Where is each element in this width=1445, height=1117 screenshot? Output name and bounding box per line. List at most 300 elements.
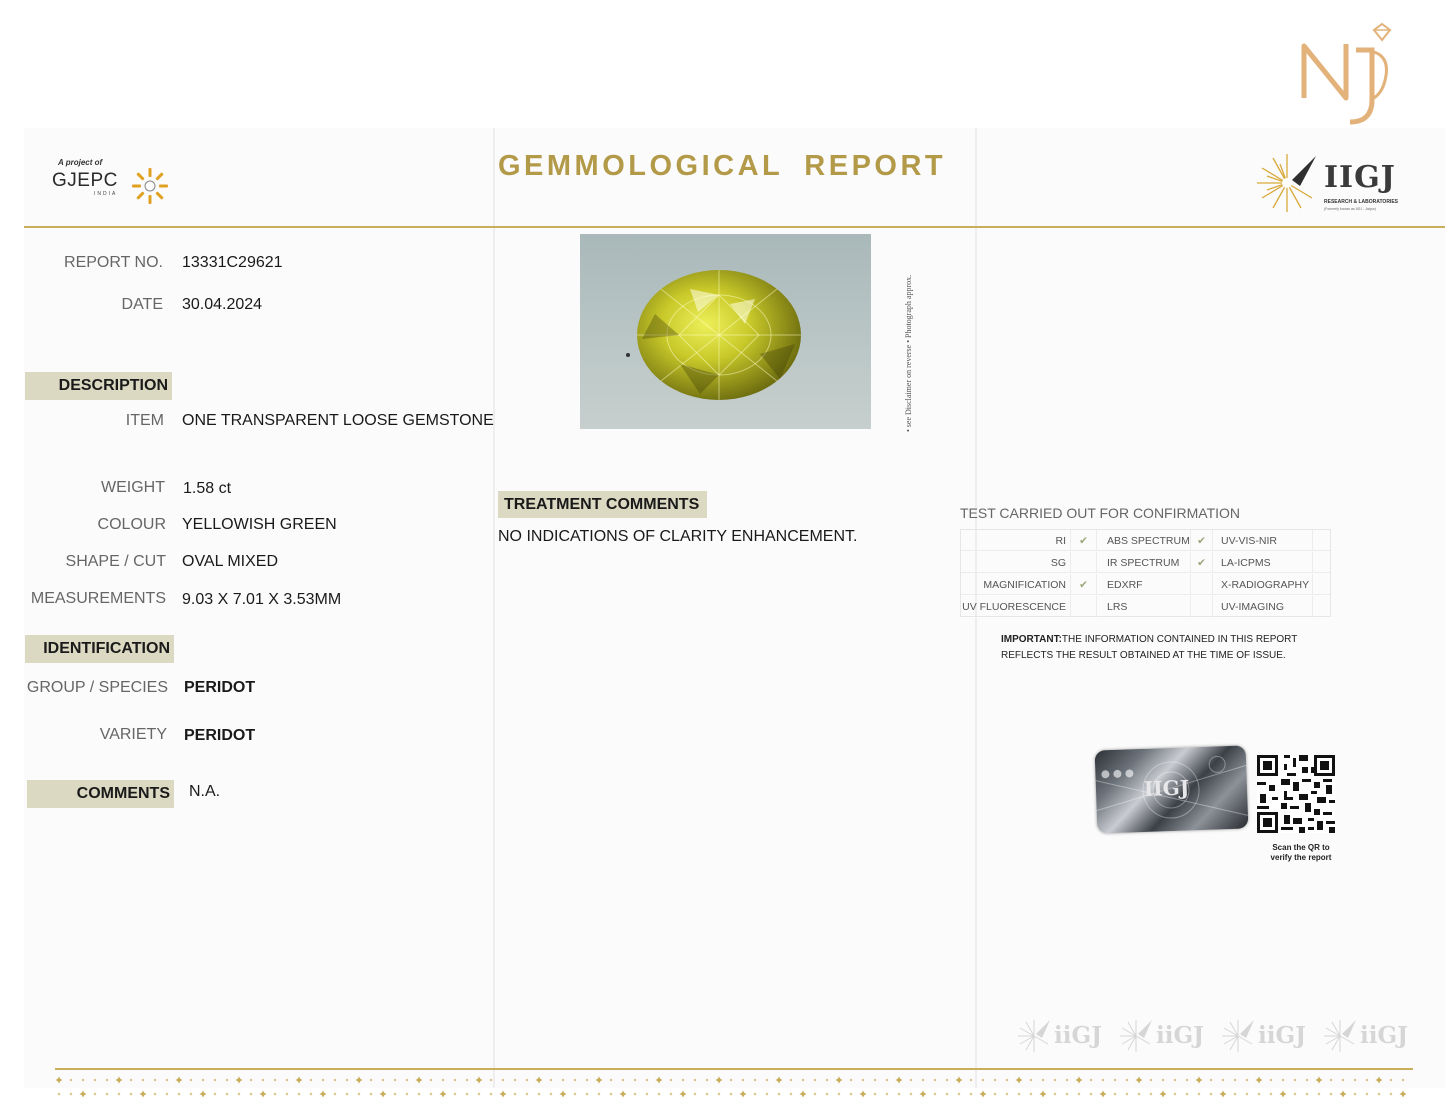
sparkle-icon bbox=[645, 1092, 648, 1095]
sparkle-icon bbox=[1389, 1078, 1392, 1081]
sparkle-icon bbox=[356, 1077, 363, 1084]
sparkle-icon bbox=[1113, 1092, 1116, 1095]
sparkle-icon bbox=[1329, 1078, 1332, 1081]
date-value: 30.04.2024 bbox=[182, 296, 263, 313]
sparkle-icon bbox=[716, 1077, 723, 1084]
iigj-burst-icon bbox=[1220, 1018, 1256, 1054]
sparkle-icon bbox=[945, 1078, 948, 1081]
tests-title: TEST CARRIED OUT FOR CONFIRMATION bbox=[960, 505, 1241, 521]
iigj-tiny: (Formerly known as IIGJ - Jaipur) bbox=[1324, 207, 1376, 211]
sparkle-icon bbox=[1245, 1092, 1248, 1095]
item-value: ONE TRANSPARENT LOOSE GEMSTONE bbox=[182, 412, 494, 429]
sparkle-icon bbox=[1389, 1092, 1392, 1095]
sparkle-icon bbox=[93, 1078, 96, 1081]
sparkle-icon bbox=[1376, 1077, 1383, 1084]
sparkle-icon bbox=[453, 1092, 456, 1095]
iigj-burst-icon bbox=[1118, 1018, 1154, 1054]
watermark-row bbox=[1016, 1018, 1416, 1056]
sparkle-icon bbox=[237, 1092, 240, 1095]
sparkle-icon bbox=[1185, 1078, 1188, 1081]
sparkle-icon bbox=[777, 1092, 780, 1095]
gjepc-name: GJEPC bbox=[52, 170, 118, 191]
sparkle-icon bbox=[273, 1078, 276, 1081]
sparkle-icon bbox=[596, 1077, 603, 1084]
sparkle-icon bbox=[453, 1078, 456, 1081]
sparkle-icon bbox=[1220, 1091, 1227, 1098]
sparkle-icon bbox=[189, 1092, 192, 1095]
sparkle-icon bbox=[933, 1078, 936, 1081]
check-icon bbox=[1191, 574, 1213, 595]
sparkle-icon bbox=[969, 1078, 972, 1081]
check-icon: ✔ bbox=[1071, 574, 1097, 595]
sparkle-icon bbox=[825, 1078, 828, 1081]
test-cell: UV-VIS-NIR bbox=[1213, 530, 1313, 551]
sparkle-icon bbox=[1269, 1092, 1272, 1095]
iigj-burst-icon bbox=[1016, 1018, 1052, 1054]
sparkle-icon bbox=[369, 1092, 372, 1095]
sparkle-icon bbox=[441, 1078, 444, 1081]
sparkle-icon bbox=[633, 1078, 636, 1081]
sparkle-icon bbox=[500, 1091, 507, 1098]
test-cell: MAGNIFICATION bbox=[961, 574, 1071, 595]
sparkle-icon bbox=[117, 1092, 120, 1095]
sparkle-icon bbox=[525, 1078, 528, 1081]
sparkle-icon bbox=[213, 1092, 216, 1095]
table-row bbox=[961, 530, 1330, 551]
hologram-text: IIGJ bbox=[1143, 775, 1190, 801]
sparkle-icon bbox=[1377, 1092, 1380, 1095]
sparkle-icon bbox=[153, 1078, 156, 1081]
sparkle-icon bbox=[93, 1092, 96, 1095]
sparkle-icon bbox=[165, 1078, 168, 1081]
watermark: iiGJ bbox=[1220, 1018, 1312, 1056]
sparkle-icon bbox=[1281, 1078, 1284, 1081]
important-note bbox=[1001, 632, 1341, 664]
sparkle-icon bbox=[477, 1092, 480, 1095]
test-cell: LA-ICPMS bbox=[1213, 552, 1313, 573]
sparkle-icon bbox=[549, 1092, 552, 1095]
sparkle-icon bbox=[1041, 1078, 1044, 1081]
check-icon: ✔ bbox=[1191, 530, 1213, 551]
sparkle-icon bbox=[633, 1092, 636, 1095]
sparkle-icon bbox=[1016, 1077, 1023, 1084]
sparkle-icon bbox=[561, 1078, 564, 1081]
sparkle-icon bbox=[1053, 1092, 1056, 1095]
weight-value: 1.58 ct bbox=[183, 480, 232, 497]
sparkle-icon bbox=[1233, 1078, 1236, 1081]
sparkle-icon bbox=[753, 1092, 756, 1095]
sparkle-icon bbox=[393, 1092, 396, 1095]
sparkle-icon bbox=[560, 1091, 567, 1098]
sparkle-icon bbox=[1173, 1092, 1176, 1095]
sparkle-icon bbox=[369, 1078, 372, 1081]
colour-label: COLOUR bbox=[97, 516, 166, 533]
sparkle-icon bbox=[549, 1078, 552, 1081]
table-row bbox=[961, 574, 1330, 595]
sparkle-icon bbox=[585, 1092, 588, 1095]
sparkle-icon bbox=[537, 1092, 540, 1095]
sparkle-icon bbox=[981, 1078, 984, 1081]
sparkle-icon bbox=[980, 1091, 987, 1098]
sparkle-icon bbox=[825, 1092, 828, 1095]
sparkle-icon bbox=[765, 1078, 768, 1081]
sparkle-icon bbox=[885, 1078, 888, 1081]
table-row bbox=[961, 552, 1330, 573]
sparkle-icon bbox=[1293, 1078, 1296, 1081]
variety-label: VARIETY bbox=[99, 726, 167, 743]
important-text: THE INFORMATION CONTAINED IN THIS REPORT REFLECTS THE RESULT OBTAINED AT THE TIME OF ISSUE. bbox=[1001, 634, 1298, 661]
sparkle-icon bbox=[897, 1092, 900, 1095]
test-cell: LRS bbox=[1097, 596, 1191, 617]
sparkle-icon bbox=[476, 1077, 483, 1084]
sparkle-icon bbox=[1305, 1078, 1308, 1081]
oval-peridot-gem-icon bbox=[580, 234, 871, 429]
sparkle-icon bbox=[380, 1091, 387, 1098]
test-cell: X-RADIOGRAPHY bbox=[1213, 574, 1313, 595]
sparkle-icon bbox=[1365, 1092, 1368, 1095]
sparkle-icon bbox=[1245, 1078, 1248, 1081]
sparkle-icon bbox=[1089, 1078, 1092, 1081]
sparkle-icon bbox=[1365, 1078, 1368, 1081]
watermark: iiGJ bbox=[1118, 1018, 1210, 1056]
sparkle-icon bbox=[1256, 1077, 1263, 1084]
sparkle-icon bbox=[489, 1078, 492, 1081]
group-species-label: GROUP / SPECIES bbox=[26, 679, 168, 696]
sparkle-icon bbox=[1269, 1078, 1272, 1081]
sparkle-icon bbox=[909, 1092, 912, 1095]
sparkle-icon bbox=[129, 1092, 132, 1095]
check-icon bbox=[1071, 596, 1097, 617]
sparkle-icon bbox=[236, 1077, 243, 1084]
sparkle-icon bbox=[1076, 1077, 1083, 1084]
sparkle-icon bbox=[993, 1078, 996, 1081]
sparkle-icon bbox=[1341, 1078, 1344, 1081]
colour-value: YELLOWISH GREEN bbox=[182, 516, 337, 533]
sparkle-icon bbox=[525, 1092, 528, 1095]
important-label: IMPORTANT: bbox=[1001, 634, 1062, 645]
sparkle-icon bbox=[165, 1092, 168, 1095]
sparkle-icon bbox=[1029, 1092, 1032, 1095]
shape-cut-value: OVAL MIXED bbox=[182, 553, 279, 570]
sparkle-icon bbox=[345, 1078, 348, 1081]
sparkle-icon bbox=[140, 1091, 147, 1098]
sparkle-icon bbox=[860, 1091, 867, 1098]
table-row bbox=[961, 596, 1330, 617]
sparkle-icon bbox=[309, 1078, 312, 1081]
sparkle-icon bbox=[1029, 1078, 1032, 1081]
sparkle-icon bbox=[1113, 1078, 1116, 1081]
sparkle-icon bbox=[81, 1078, 84, 1081]
qr-note: Scan the QR to verify the report bbox=[1270, 843, 1332, 862]
fold-line bbox=[493, 128, 495, 1088]
sparkle-icon bbox=[1149, 1092, 1152, 1095]
sparkle-icon bbox=[885, 1092, 888, 1095]
sparkle-icon bbox=[753, 1078, 756, 1081]
sparkle-icon bbox=[1209, 1092, 1212, 1095]
sparkle-icon bbox=[416, 1077, 423, 1084]
sparkle-icon bbox=[405, 1092, 408, 1095]
sparkle-icon bbox=[741, 1078, 744, 1081]
sparkle-icon bbox=[621, 1078, 624, 1081]
sparkle-icon bbox=[176, 1077, 183, 1084]
sparkle-icon bbox=[717, 1092, 720, 1095]
sparkle-icon bbox=[1353, 1078, 1356, 1081]
sparkle-icon bbox=[849, 1092, 852, 1095]
sparkle-icon bbox=[1125, 1078, 1128, 1081]
iigj-burst-icon bbox=[1254, 150, 1320, 216]
sparkle-icon bbox=[129, 1078, 132, 1081]
sparkle-icon bbox=[705, 1078, 708, 1081]
measurements-value: 9.03 X 7.01 X 3.53MM bbox=[182, 591, 342, 608]
sparkle-icon bbox=[249, 1092, 252, 1095]
hologram-seal bbox=[1095, 745, 1249, 833]
sparkle-icon bbox=[740, 1091, 747, 1098]
sparkle-icon bbox=[1316, 1077, 1323, 1084]
sparkle-icon bbox=[1100, 1091, 1107, 1098]
sparkle-icon bbox=[729, 1092, 732, 1095]
sparkle-icon bbox=[1160, 1091, 1167, 1098]
sparkle-icon bbox=[681, 1078, 684, 1081]
sparkle-icon bbox=[669, 1078, 672, 1081]
sparkle-icon bbox=[645, 1078, 648, 1081]
sparkle-icon bbox=[693, 1092, 696, 1095]
tests-table bbox=[960, 529, 1331, 617]
sparkle-icon bbox=[56, 1077, 63, 1084]
sparkle-icon bbox=[501, 1078, 504, 1081]
sparkle-icon bbox=[261, 1078, 264, 1081]
description-heading: DESCRIPTION bbox=[25, 372, 172, 400]
sparkle-icon bbox=[285, 1092, 288, 1095]
iigj-burst-icon bbox=[1322, 1018, 1358, 1054]
sparkle-icon bbox=[896, 1077, 903, 1084]
sparkle-icon bbox=[1101, 1078, 1104, 1081]
sparkle-icon bbox=[801, 1078, 804, 1081]
sparkle-icon bbox=[440, 1091, 447, 1098]
sparkle-icon bbox=[285, 1078, 288, 1081]
sparkle-icon bbox=[729, 1078, 732, 1081]
sparkle-icon bbox=[1401, 1078, 1404, 1081]
sparkle-icon bbox=[873, 1078, 876, 1081]
sparkle-icon bbox=[200, 1091, 207, 1098]
sparkle-icon bbox=[873, 1092, 876, 1095]
sparkle-icon bbox=[1257, 1092, 1260, 1095]
footer-rule bbox=[55, 1068, 1413, 1070]
iigj-sub: RESEARCH & LABORATORIES bbox=[1324, 199, 1398, 205]
sparkle-icon bbox=[1017, 1092, 1020, 1095]
sparkle-icon bbox=[1173, 1078, 1176, 1081]
sparkle-icon bbox=[1305, 1092, 1308, 1095]
sparkle-icon bbox=[105, 1092, 108, 1095]
sparkle-icon bbox=[1065, 1078, 1068, 1081]
sparkle-icon bbox=[393, 1078, 396, 1081]
sparkle-icon bbox=[680, 1091, 687, 1098]
sparkle-icon bbox=[1137, 1092, 1140, 1095]
group-species-value: PERIDOT bbox=[184, 679, 256, 696]
sparkle-icon bbox=[1136, 1077, 1143, 1084]
sparkle-icon bbox=[189, 1078, 192, 1081]
sparkle-icon bbox=[669, 1092, 672, 1095]
sparkle-icon bbox=[345, 1092, 348, 1095]
treatment-text: NO INDICATIONS OF CLARITY ENHANCEMENT. bbox=[498, 528, 858, 545]
report-title: GEMMOLOGICAL REPORT bbox=[498, 150, 947, 182]
sparkle-icon bbox=[1317, 1092, 1320, 1095]
sparkle-icon bbox=[260, 1091, 267, 1098]
sparkle-icon bbox=[213, 1078, 216, 1081]
sparkle-icon bbox=[1340, 1091, 1347, 1098]
sparkle-icon bbox=[789, 1078, 792, 1081]
watermark: iiGJ bbox=[1016, 1018, 1108, 1056]
sparkle-icon bbox=[657, 1092, 660, 1095]
sparkle-icon bbox=[693, 1078, 696, 1081]
shape-cut-label: SHAPE / CUT bbox=[65, 553, 166, 570]
sparkle-icon bbox=[573, 1092, 576, 1095]
sparkle-icon bbox=[1053, 1078, 1056, 1081]
test-cell: UV-IMAGING bbox=[1213, 596, 1313, 617]
sparkle-icon bbox=[153, 1092, 156, 1095]
gjepc-logo bbox=[50, 156, 175, 208]
project-of-text: A project of bbox=[58, 158, 103, 167]
sparkle-icon bbox=[1329, 1092, 1332, 1095]
test-cell: RI bbox=[961, 530, 1071, 551]
sparkle-icon bbox=[381, 1078, 384, 1081]
check-icon: ✔ bbox=[1071, 530, 1097, 551]
sparkle-icon bbox=[513, 1078, 516, 1081]
sparkle-icon bbox=[1149, 1078, 1152, 1081]
comments-value: N.A. bbox=[189, 783, 221, 800]
sparkle-icon bbox=[849, 1078, 852, 1081]
sparkle-icon bbox=[1005, 1078, 1008, 1081]
test-cell: UV FLUORESCENCE bbox=[961, 596, 1071, 617]
sparkle-icon bbox=[405, 1078, 408, 1081]
sparkle-icon bbox=[225, 1092, 228, 1095]
photo-disclaimer-note: • see Disclaimer on reverse • Photograph approx. bbox=[904, 274, 913, 432]
check-icon bbox=[1071, 552, 1097, 573]
test-cell: SG bbox=[961, 552, 1071, 573]
sparkle-icon bbox=[597, 1092, 600, 1095]
sparkle-icon bbox=[1221, 1078, 1224, 1081]
sparkle-icon bbox=[80, 1091, 87, 1098]
sparkle-icon bbox=[333, 1092, 336, 1095]
sparkle-icon bbox=[297, 1092, 300, 1095]
sparkle-icon bbox=[1233, 1092, 1236, 1095]
variety-value: PERIDOT bbox=[184, 727, 256, 744]
sparkle-icon bbox=[909, 1078, 912, 1081]
sparkle-icon bbox=[1077, 1092, 1080, 1095]
sparkle-icon bbox=[69, 1092, 72, 1095]
sparkle-icon bbox=[513, 1092, 516, 1095]
sparkle-icon bbox=[57, 1092, 60, 1095]
sparkle-icon bbox=[489, 1092, 492, 1095]
sparkle-icon bbox=[536, 1077, 543, 1084]
sparkle-icon bbox=[920, 1091, 927, 1098]
sparkle-icon bbox=[177, 1092, 180, 1095]
identification-heading: IDENTIFICATION bbox=[25, 635, 174, 663]
sparkle-icon bbox=[296, 1077, 303, 1084]
sparkle-icon bbox=[933, 1092, 936, 1095]
sparkle-icon bbox=[1040, 1091, 1047, 1098]
sparkle-icon bbox=[800, 1091, 807, 1098]
gemstone-photo bbox=[580, 234, 871, 429]
sparkle-icon bbox=[357, 1092, 360, 1095]
sparkle-icon bbox=[1089, 1092, 1092, 1095]
sparkle-icon bbox=[1005, 1092, 1008, 1095]
sparkle-icon bbox=[201, 1078, 204, 1081]
sparkle-icon bbox=[585, 1078, 588, 1081]
sparkle-icon bbox=[813, 1092, 816, 1095]
sparkle-icon bbox=[945, 1092, 948, 1095]
sparkle-icon bbox=[320, 1091, 327, 1098]
nj-monogram-icon bbox=[1296, 18, 1396, 130]
sparkle-icon bbox=[957, 1092, 960, 1095]
weight-label: WEIGHT bbox=[101, 479, 165, 496]
iigj-logo bbox=[1254, 150, 1414, 216]
sparkle-icon bbox=[776, 1077, 783, 1084]
gjepc-sunburst-icon bbox=[130, 166, 170, 206]
sparkle-icon bbox=[1293, 1092, 1296, 1095]
sparkle-icon bbox=[1209, 1078, 1212, 1081]
check-icon: ✔ bbox=[1191, 552, 1213, 573]
sparkle-icon bbox=[417, 1092, 420, 1095]
test-cell: EDXRF bbox=[1097, 574, 1191, 595]
footer-sparkle-border-icon bbox=[55, 1072, 1413, 1102]
sparkle-icon bbox=[1161, 1078, 1164, 1081]
sparkle-icon bbox=[1197, 1092, 1200, 1095]
header-rule bbox=[24, 226, 1445, 228]
sparkle-icon bbox=[609, 1078, 612, 1081]
sparkle-icon bbox=[333, 1078, 336, 1081]
report-no-label: REPORT NO. bbox=[64, 254, 163, 271]
sparkle-icon bbox=[141, 1078, 144, 1081]
treatment-heading: TREATMENT COMMENTS bbox=[498, 491, 707, 518]
sparkle-icon bbox=[321, 1078, 324, 1081]
sparkle-icon bbox=[225, 1078, 228, 1081]
sparkle-icon bbox=[309, 1092, 312, 1095]
sparkle-icon bbox=[609, 1092, 612, 1095]
sparkle-icon bbox=[429, 1092, 432, 1095]
sparkle-icon bbox=[1196, 1077, 1203, 1084]
sparkle-icon bbox=[465, 1092, 468, 1095]
test-cell: IR SPECTRUM bbox=[1097, 552, 1191, 573]
sparkle-icon bbox=[620, 1091, 627, 1098]
sparkle-icon bbox=[993, 1092, 996, 1095]
sparkle-icon bbox=[956, 1077, 963, 1084]
sparkle-icon bbox=[1125, 1092, 1128, 1095]
sparkle-icon bbox=[465, 1078, 468, 1081]
sparkle-icon bbox=[837, 1092, 840, 1095]
sparkle-icon bbox=[69, 1078, 72, 1081]
sparkle-icon bbox=[921, 1078, 924, 1081]
measurements-label: MEASUREMENTS bbox=[30, 590, 166, 607]
qr-code-icon[interactable] bbox=[1257, 755, 1335, 833]
sparkle-icon bbox=[969, 1092, 972, 1095]
sparkle-icon bbox=[1185, 1092, 1188, 1095]
sparkle-icon bbox=[105, 1078, 108, 1081]
sparkle-icon bbox=[765, 1092, 768, 1095]
sparkle-icon bbox=[573, 1078, 576, 1081]
sparkle-icon bbox=[861, 1078, 864, 1081]
report-no-value: 13331C29621 bbox=[182, 254, 283, 271]
date-label: DATE bbox=[121, 296, 163, 313]
sparkle-icon bbox=[116, 1077, 123, 1084]
item-label: ITEM bbox=[125, 412, 164, 429]
check-icon bbox=[1191, 596, 1213, 617]
test-cell: ABS SPECTRUM bbox=[1097, 530, 1191, 551]
sparkle-icon bbox=[1065, 1092, 1068, 1095]
sparkle-icon bbox=[429, 1078, 432, 1081]
iigj-name: IIGJ bbox=[1324, 160, 1396, 195]
sparkle-icon bbox=[789, 1092, 792, 1095]
gjepc-sub: INDIA bbox=[94, 191, 118, 197]
